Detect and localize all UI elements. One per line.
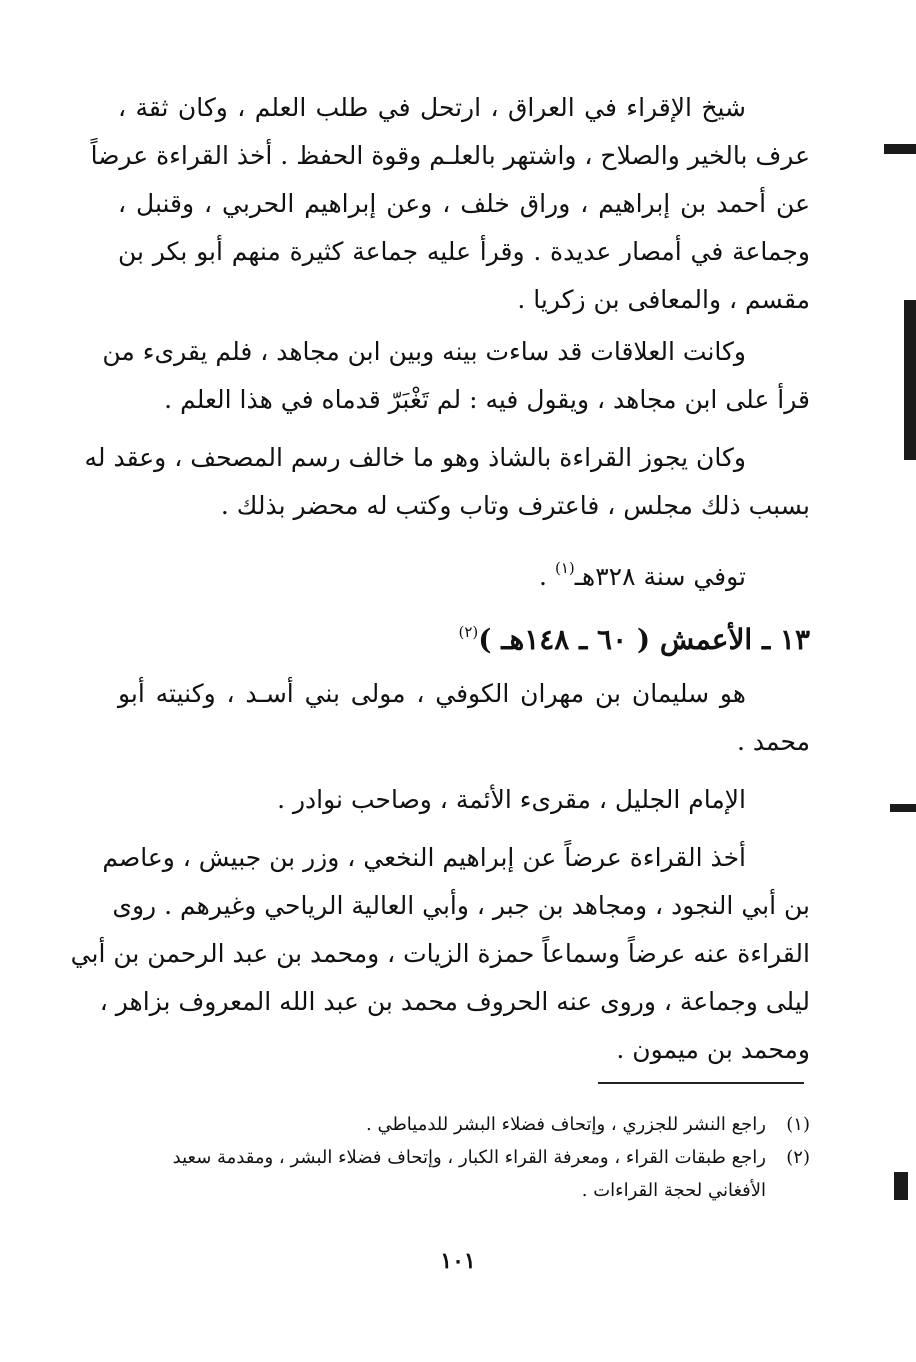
death-text: توفي سنة ٣٢٨هـ	[574, 562, 746, 591]
paragraph-name-kunya	[118, 670, 810, 766]
text-line: ومحمد بن ميمون .	[616, 1035, 810, 1064]
heading-text: ١٣ ـ الأعمش ( ٦٠ ـ ١٤٨هـ )	[478, 623, 810, 656]
footnotes	[118, 1108, 810, 1207]
text-line: هو سليمان بن مهران الكوفي ، مولى بني أسـد ، وكنيته أبو	[118, 679, 746, 708]
footnote-text: راجع طبقات القراء ، ومعرفة القراء الكبار ، وإتحاف فضلاء البشر ، ومقدمة سعيد	[172, 1147, 766, 1168]
text-line: القراءة عنه عرضاً وسماعاً حمزة الزيات ، ومحمد بن عبد الرحمن بن أبي	[70, 939, 810, 968]
text-line: شيخ الإقراء في العراق ، ارتحل في طلب العلم ، وكان ثقة ،	[118, 93, 746, 122]
heading-line	[118, 608, 810, 656]
scan-edge-mark	[890, 804, 916, 812]
death-end: .	[539, 562, 555, 591]
text-line: بسبب ذلك مجلس ، فاعترف وتاب وكتب له محضر بذلك .	[220, 491, 810, 520]
text-line: مقسم ، والمعافى بن زكريا .	[517, 285, 810, 314]
footnote-number: (٢)	[786, 1147, 810, 1168]
text-line: قرأ على ابن مجاهد ، ويقول فيه : لم تَغْبَرّ قدماه في هذا العلم .	[164, 385, 810, 414]
text-line: محمد .	[737, 727, 810, 756]
section-heading-alamash	[118, 608, 810, 656]
text-line: الإمام الجليل ، مقرىء الأئمة ، وصاحب نوادر .	[277, 785, 746, 814]
text-line: ليلى وجماعة ، وروى عنه الحروف محمد بن عبد الله المعروف بزاهر ،	[99, 987, 810, 1016]
footnote-ref-1: (١)	[554, 559, 575, 577]
page-number: ١٠١	[440, 1248, 476, 1274]
text-line: وكانت العلاقات قد ساءت بينه وبين ابن مجاهد ، فلم يقرىء من	[102, 337, 746, 366]
footnote-ref-2: (٢)	[458, 623, 479, 641]
text-line: أخذ القراءة عرضاً عن إبراهيم النخعي ، وزر بن جبيش ، وعاصم	[102, 843, 746, 872]
paragraph-biography-intro	[90, 84, 810, 324]
text-line: وجماعة في أمصار عديدة . وقرأ عليه جماعة كثيرة منهم أبو بكر بن	[118, 237, 810, 266]
text-line: عن أحمد بن إبراهيم ، وراق خلف ، وعن إبراهيم الحربي ، وقنبل ،	[118, 189, 810, 218]
text-line: بن أبي النجود ، ومجاهد بن جبر ، وأبي العالية الرياحي وغيرهم . روى	[112, 891, 810, 920]
footnote-2	[118, 1141, 810, 1174]
scan-edge-mark	[904, 300, 916, 460]
paragraph-title	[118, 776, 810, 824]
text-line	[118, 544, 810, 592]
footnote-separator	[598, 1082, 804, 1084]
footnote-2-continuation: الأفغاني لحجة القراءات .	[581, 1180, 766, 1201]
footnote-number: (١)	[786, 1114, 810, 1135]
paragraph-shadh-reading	[84, 434, 810, 530]
footnote-1	[118, 1108, 810, 1141]
text-line: وكان يجوز القراءة بالشاذ وهو ما خالف رسم المصحف ، وعقد له	[84, 443, 746, 472]
paragraph-relations	[102, 328, 810, 424]
scan-edge-mark	[894, 1172, 908, 1200]
text-line: عرف بالخير والصلاح ، واشتهر بالعلـم وقوة الحفظ . أخذ القراءة عرضاً	[90, 141, 810, 170]
scan-edge-mark	[884, 144, 916, 154]
paragraph-teachers-students	[70, 834, 810, 1074]
paragraph-death-date	[118, 544, 810, 592]
footnote-text: راجع النشر للجزري ، وإتحاف فضلاء البشر للدمياطي .	[366, 1114, 766, 1135]
